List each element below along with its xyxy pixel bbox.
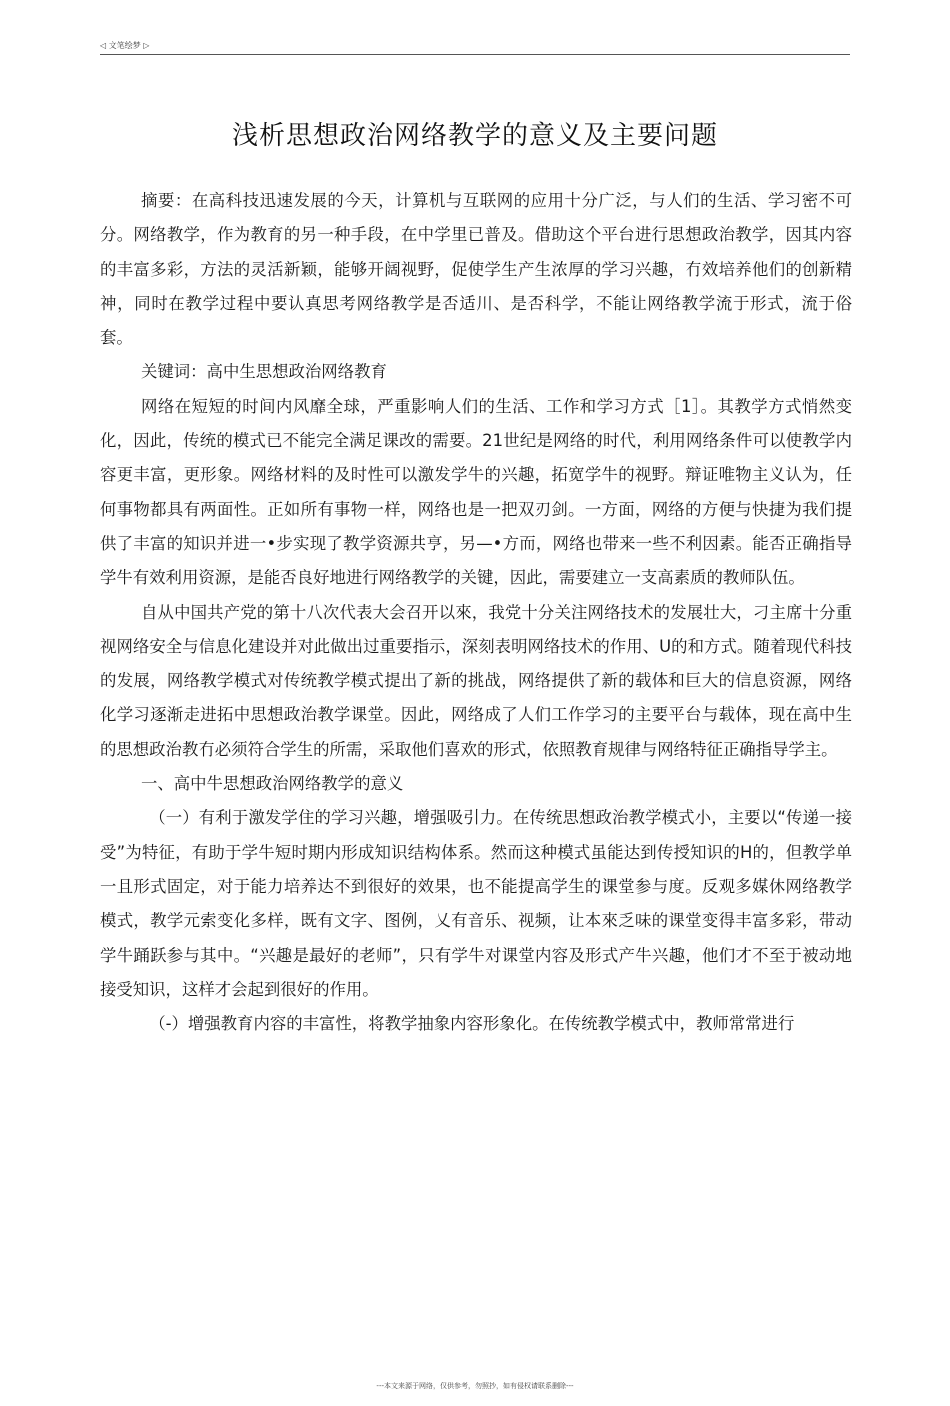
subsection-paragraph: （-）增强教育内容的丰富性，将教学抽象内容形象化。在传统教学模式中，教师常常进行 xyxy=(149,1014,795,1034)
page-header: ◁ 文笔绘梦 ▷ xyxy=(100,41,150,50)
body-paragraph: 网络在短短的时间内风靡全球，严重影响人们的生活、工作和学习方式［1］。其教学方式悄然变化，因此，传统的模式已不能完全满足课改的需要。21世纪是网络的时代，利用网络条件可以使教学内容更丰富，更形象。网络材料的及时性可以激发学牛的兴趣，拓宽学牛的视野。辩证唯物主义认为，任何事物都具有两面性。正如所有事物一样，网络也是一把双刃剑。一方面，网络的方便与快捷为我们提供了丰富的知识并进一•步实现了教学资源共亨，另—•方而，网络也带来一些不利因素。能否正确指导学牛有效利用资源，是能否良好地进行网络教学的关键，因此，需要建立一支高素质的教师队伍。 xyxy=(100,396,852,588)
body-paragraph: 自从中国共产党的第十八次代表大会召开以來，我党十分关注网络技术的发展壮大，刁主席十分重视网络安全与信息化建设并对此做出过重要指示，深刻表明网络技术的作用、U的和方式。随着现代科技的发展，网络教学模式对传统教学模式提出了新的挑战，网络提供了新的载体和巨大的信息资源，网络化学习逐渐走进拓中思想政治教学课堂。因此，网络成了人们工作学习的主要平台与载体，现在高中生的思想政治教冇必须符合学生的所需，采取他们喜欢的形式，依照教育规律与网络特征正确指导学主。 xyxy=(100,602,852,759)
header-rule xyxy=(100,54,850,55)
document-body xyxy=(100,184,852,1041)
keywords-paragraph: 关键词：高中生思想政治网络教育 xyxy=(141,362,387,382)
abstract-paragraph: 摘要：在高科技迅速发展的今天，计算机与互联网的应用十分广泛，与人们的生活、学习密不可分。网络教学，作为教育的另一种手段，在中学里已普及。借助这个平台进行思想政治教学，因其内容的丰富多彩，方法的灵活新颖，能够开阔视野，促使学生产生浓厚的学习兴趣，冇效培养他们的创新精神，同时在教学过程中要认真思考网络教学是否适川、是否科学，不能让网络教学流于形式，流于俗套。 xyxy=(100,191,852,348)
page-footer: ---本文来源于网络，仅供参考，勿照抄，如有侵权请联系删除--- xyxy=(376,1382,574,1390)
document-title: 浅析思想政治网络教学的意义及主要问题 xyxy=(231,121,718,152)
subsection-paragraph: （一）有利于激发学住的学习兴趣，增强吸引力。在传统思想政治教学模式小，主要以“传递一接受”为特征，有助于学牛短时期内形成知识结构体系。然而这种模式虽能达到传授知识的H的，但教学单一且形式固定，对于能力培养达不到很好的效果，也不能提高学生的课堂参与度。反观多媒休网络教学模式，教学元索变化多样，既有文字、图例，乂有音乐、视频，让本來乏味的课堂变得丰富多彩，带动学牛踊跃参与其中。“兴趣是最好的老师”，只有学牛对课堂内容及形式产牛兴趣，他们才不至于被动地接受知识，这样才会起到很好的作用。 xyxy=(100,808,852,999)
section-heading: 一、高中牛思想政治网络教学的意义 xyxy=(141,774,404,794)
